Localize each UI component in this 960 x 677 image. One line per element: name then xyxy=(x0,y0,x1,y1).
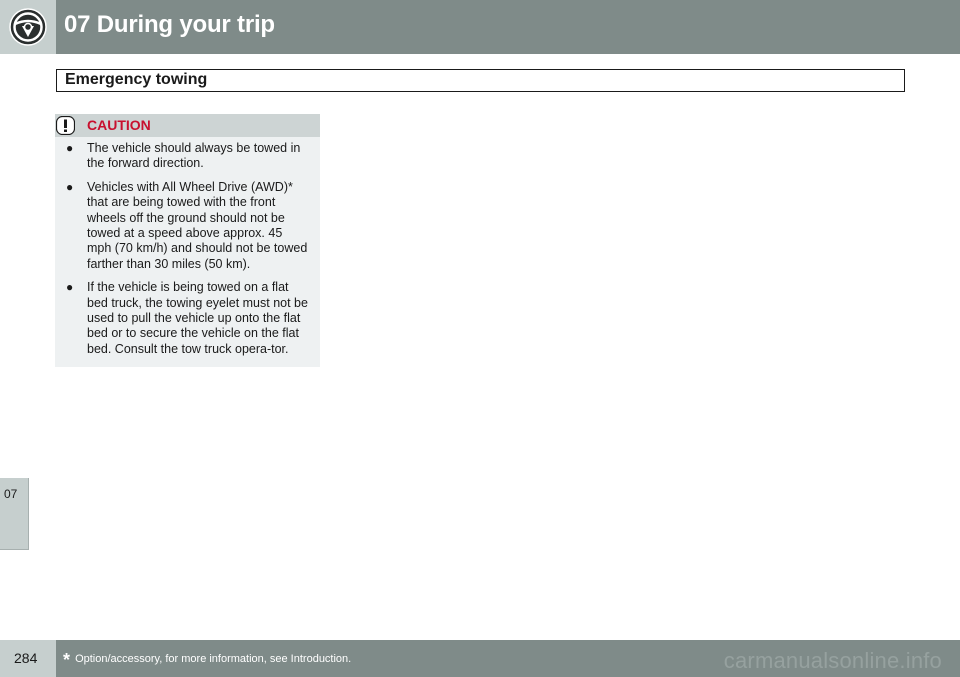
section-title-box xyxy=(56,69,905,92)
caution-item xyxy=(55,141,320,172)
caution-item xyxy=(55,180,320,272)
footnote-star: * xyxy=(63,650,71,670)
caution-header xyxy=(55,114,320,137)
chapter-title: 07 During your trip xyxy=(64,11,275,38)
section-title: Emergency towing xyxy=(65,71,208,88)
caution-label: CAUTION xyxy=(87,117,151,133)
exclamation-icon xyxy=(56,116,75,135)
page-number-box xyxy=(0,640,56,677)
logo-box xyxy=(0,0,56,54)
chapter-side-tab xyxy=(0,478,29,550)
page-footer xyxy=(0,640,960,677)
footnote xyxy=(63,650,351,671)
caution-item xyxy=(55,280,320,357)
caution-list xyxy=(55,141,320,365)
caution-item-text: Vehicles with All Wheel Drive (AWD)* that are being towed with the front wheels off the ground should not be towed at a speed above approx. 45 mph (70 km/h) and should not be towed farther than 30 miles (50 km). xyxy=(87,179,308,271)
bullet: ● xyxy=(66,141,74,155)
caution-item-text: If the vehicle is being towed on a flat bed truck, the towing eyelet must not be used to pull the vehicle up onto the flat bed or to secure the vehicle on the flat bed. Consult the tow truck opera-tor. xyxy=(87,280,308,356)
bullet: ● xyxy=(66,280,74,295)
bullet: ● xyxy=(66,179,74,194)
caution-item-text: The vehicle should always be towed in the forward direction. xyxy=(87,141,301,171)
watermark: carmanualsonline.info xyxy=(723,648,942,673)
chapter-header xyxy=(0,0,960,54)
side-tab-label: 07 xyxy=(4,487,18,501)
caution-box xyxy=(55,114,320,367)
page-number: 284 xyxy=(14,650,38,666)
footnote-text: Option/accessory, for more information, see Introduction. xyxy=(75,653,352,665)
steering-wheel-icon xyxy=(8,7,48,47)
